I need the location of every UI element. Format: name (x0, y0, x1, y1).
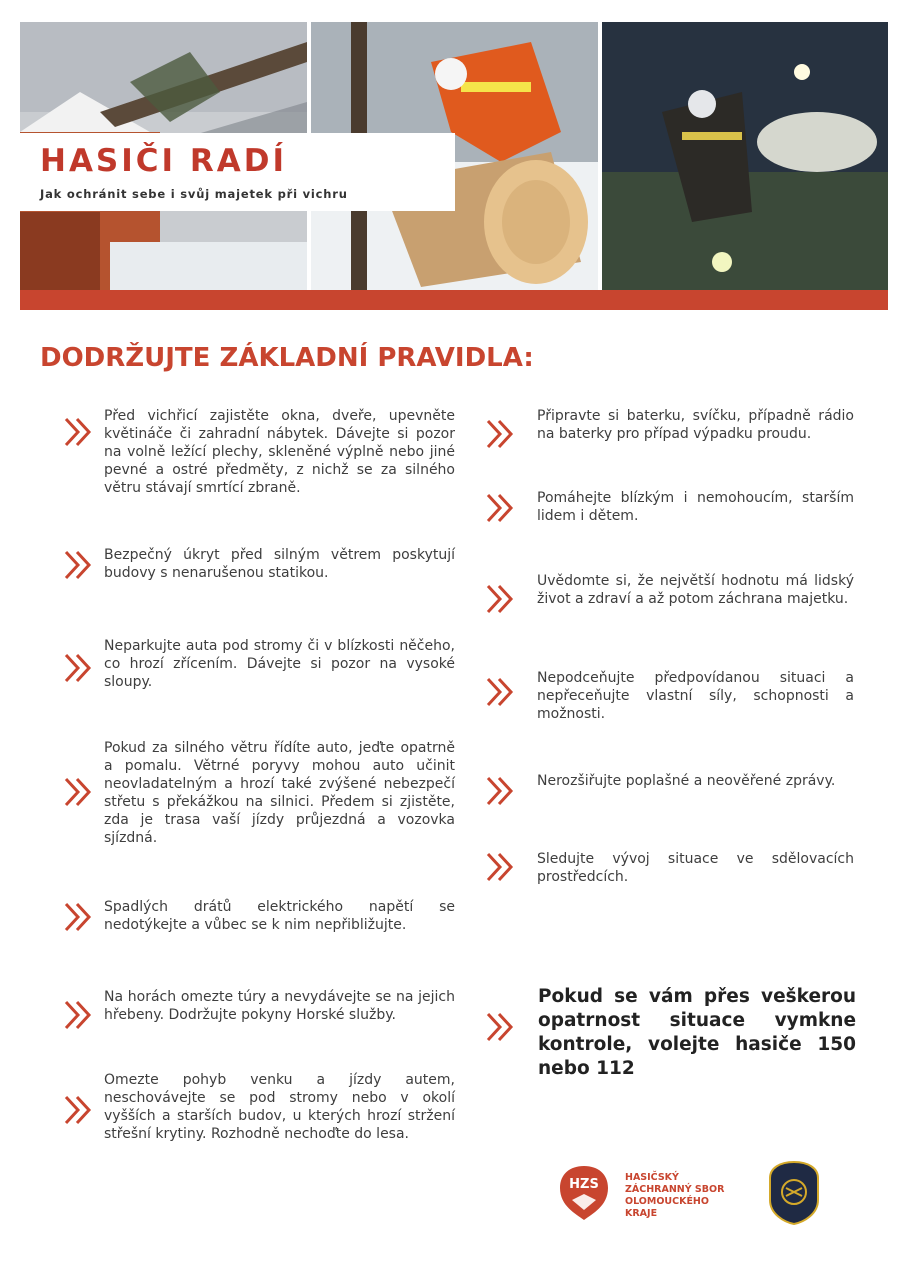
rule-text: Uvědomte si, že největší hodnotu má lidský život a zdraví a až potom záchrana majetku. (537, 573, 854, 607)
chevron-right-icon (64, 653, 92, 683)
rule-text: Omezte pohyb venku a jízdy autem, neschovávejte se pod stromy nebo v okolí vyšších a starších budov, u kterých hrozí stržení střešní krytiny. Rozhodně nechoďte do lesa. (104, 1072, 455, 1142)
rule-text: Pokud za silného větru řídíte auto, jeďte opatrně a pomalu. Větrné poryvy mohou auto učinit neovladatelným a hrozí také zvýšené nebezpečí střetu s překážkou na silnici. Předem si zjistěte, zda je trasa vaší jízdy průjezdná a vozovka sjízdná. (104, 740, 455, 846)
chevron-right-icon (486, 677, 514, 707)
chevron-right-icon (64, 550, 92, 580)
red-divider-bar (20, 290, 888, 310)
page-title: HASIČI RADÍ (40, 143, 288, 179)
rule-text: Spadlých drátů elektrického napětí se nedotýkejte a vůbec se k nim nepřibližujte. (104, 899, 455, 933)
chevron-right-icon (64, 417, 92, 447)
photo-night-rescue (602, 22, 888, 290)
chevron-right-icon (486, 584, 514, 614)
chevron-right-icon (64, 1000, 92, 1030)
org-name-line: ZÁCHRANNÝ SBOR (625, 1184, 725, 1195)
rule-text: Připravte si baterku, svíčku, případně rádio na baterky pro případ výpadku proudu. (537, 408, 854, 442)
hzs-logo-text: HZS (569, 1177, 599, 1192)
rule-text: Pomáhejte blízkým i nemohoucím, starším lidem i dětem. (537, 490, 854, 524)
chevron-right-icon (486, 1012, 514, 1042)
chevron-right-icon (486, 493, 514, 523)
rule-text: Neparkujte auta pod stromy či v blízkosti něčeho, co hrozí zřícením. Dávejte si pozor na vysoké sloupy. (104, 638, 455, 690)
page-subtitle: Jak ochránit sebe i svůj majetek při vichru (40, 187, 348, 201)
chevron-right-icon (64, 777, 92, 807)
chevron-right-icon (486, 776, 514, 806)
org-name-line: OLOMOUCKÉHO (625, 1196, 709, 1207)
org-name-line: KRAJE (625, 1208, 658, 1219)
hzs-logo (556, 1162, 612, 1222)
rule-text: Před vichřicí zajistěte okna, dveře, upevněte květináče či zahradní nábytek. Dávejte si pozor na volně ležící plechy, skleněné výplně nebo jiné pevné a ostré předměty, z nichž se za silného větru stávají smrtící zbraně. (104, 408, 455, 496)
chevron-right-icon (64, 902, 92, 932)
org-name-line: HASIČSKÝ (625, 1172, 679, 1183)
chevron-right-icon (486, 852, 514, 882)
rule-text: Nerozšiřujte poplašné a neověřené zprávy. (537, 773, 836, 789)
hzs-seal (768, 1160, 820, 1226)
emergency-call-note: Pokud se vám přes veškerou opatrnost situace vymkne kontrole, volejte hasiče 150 nebo 112 (538, 986, 856, 1079)
chevron-right-icon (486, 419, 514, 449)
rule-text: Bezpečný úkryt před silným větrem poskytují budovy s nenarušenou statikou. (104, 547, 455, 581)
chevron-right-icon (64, 1095, 92, 1125)
rule-text: Nepodceňujte předpovídanou situaci a nepřeceňujte vlastní síly, schopnosti a možnosti. (537, 670, 854, 722)
rule-text: Na horách omezte túry a nevydávejte se na jejich hřebeny. Dodržujte pokyny Horské služby. (104, 989, 455, 1023)
section-title: DODRŽUJTE ZÁKLADNÍ PRAVIDLA: (40, 343, 534, 373)
organization-name (625, 1172, 765, 1220)
rule-text: Sledujte vývoj situace ve sdělovacích prostředcích. (537, 851, 854, 885)
title-box (20, 133, 455, 211)
